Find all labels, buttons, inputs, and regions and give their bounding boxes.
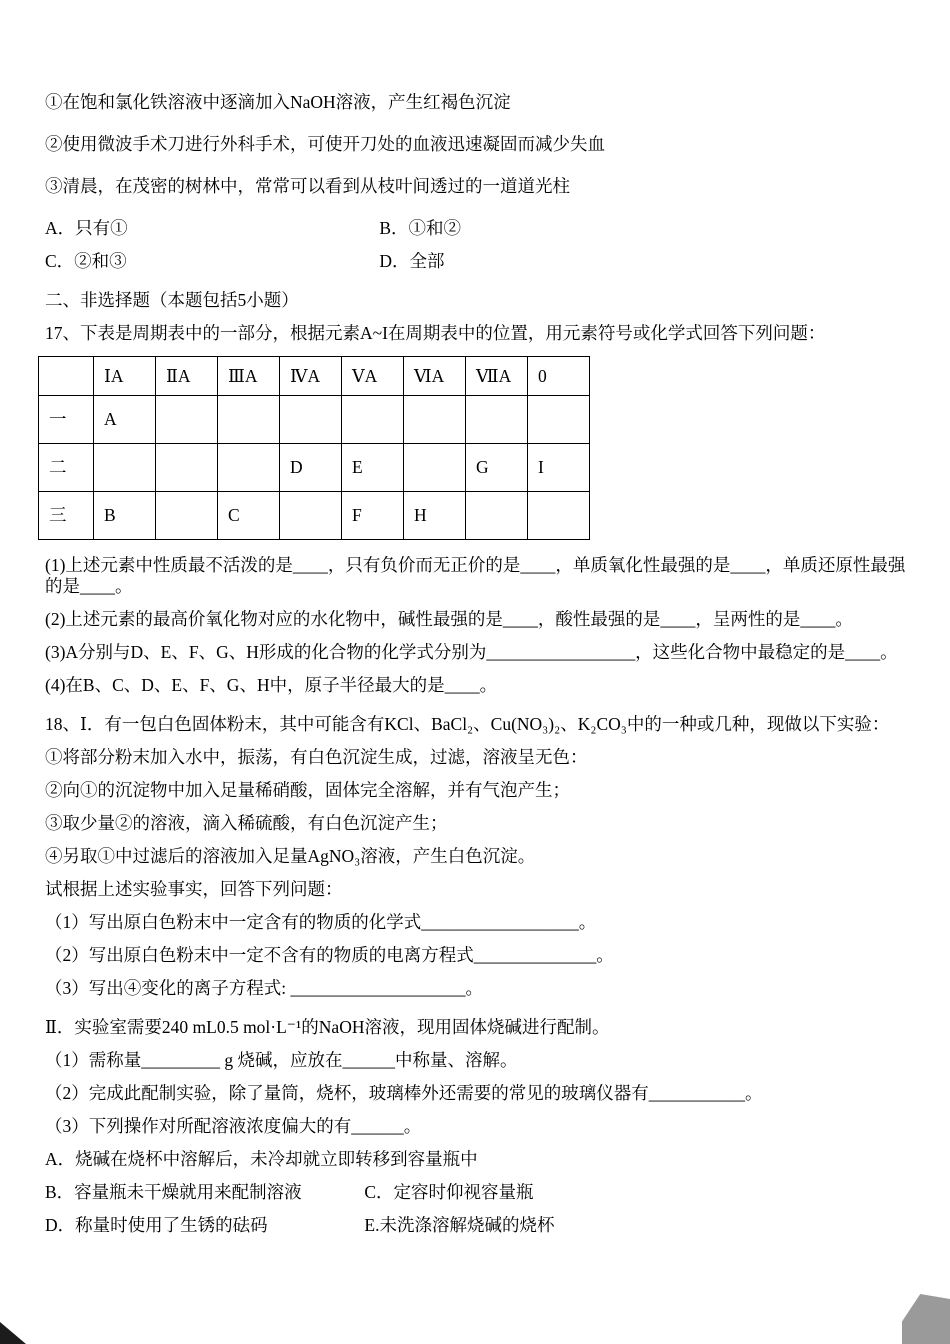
period-label-2: 二 bbox=[39, 444, 94, 492]
table-cell bbox=[528, 396, 590, 444]
q18-part2-intro: Ⅱ．实验室需要240 mL0.5 mol·L⁻¹的NaOH溶液，现用固体烧碱进行配制。 bbox=[45, 1017, 610, 1037]
table-corner-cell bbox=[39, 357, 94, 396]
q16-statement-1: ①在饱和氯化铁溶液中逐滴加入NaOH溶液，产生红褐色沉淀 bbox=[45, 92, 511, 112]
q16-option-b: B．①和② bbox=[379, 218, 462, 238]
group-header-via: ⅥA bbox=[404, 357, 466, 396]
table-row-period-3 bbox=[39, 492, 590, 540]
table-header-row bbox=[39, 357, 590, 396]
q18-part2-question-2: （2）完成此配制实验，除了量筒，烧杯，玻璃棒外还需要的常见的玻璃仪器有___________。 bbox=[45, 1083, 763, 1103]
table-cell: I bbox=[528, 444, 590, 492]
group-header-viia: ⅦA bbox=[466, 357, 528, 396]
table-cell: C bbox=[218, 492, 280, 540]
q16-statement-3: ③清晨，在茂密的树林中，常常可以看到从枝叶间透过的一道道光柱 bbox=[45, 176, 570, 196]
group-header-iva: ⅣA bbox=[280, 357, 342, 396]
q16-options-row-1 bbox=[45, 218, 908, 239]
table-cell: E bbox=[342, 444, 404, 492]
q18-step-1: ①将部分粉末加入水中，振荡，有白色沉淀生成，过滤，溶液呈无色： bbox=[45, 747, 588, 767]
table-cell: B bbox=[94, 492, 156, 540]
table-cell bbox=[156, 444, 218, 492]
q17-part-4: (4)在B、C、D、E、F、G、H中，原子半径最大的是____。 bbox=[45, 675, 498, 695]
q17-part-2: (2)上述元素的最高价氧化物对应的水化物中，碱性最强的是____，酸性最强的是____，呈两性的是____。 bbox=[45, 609, 853, 629]
table-cell bbox=[94, 444, 156, 492]
q17-part-1: (1)上述元素中性质最不活泼的是____，只有负价而无正价的是____，单质氧化性最强的是____，单质还原性最强的是____。 bbox=[45, 555, 906, 596]
group-header-0: 0 bbox=[528, 357, 590, 396]
table-cell bbox=[404, 444, 466, 492]
q17-intro: 17、下表是周期表中的一部分，根据元素A~I在周期表中的位置，用元素符号或化学式回答下列问题： bbox=[45, 323, 826, 343]
q17-part-3: (3)A分别与D、E、F、G、H形成的化合物的化学式分别为_________________，这些化合物中最稳定的是____。 bbox=[45, 642, 898, 662]
q16-option-d: D．全部 bbox=[379, 251, 445, 271]
group-header-iiia: ⅢA bbox=[218, 357, 280, 396]
table-cell bbox=[404, 396, 466, 444]
group-header-ia: ⅠA bbox=[94, 357, 156, 396]
q18-sub-question-2: （2）写出原白色粉末中一定不含有的物质的电离方程式______________。 bbox=[45, 945, 614, 965]
table-cell bbox=[342, 396, 404, 444]
q18-option-e: E.未洗涤溶解烧碱的烧杯 bbox=[364, 1215, 555, 1235]
table-row-period-1 bbox=[39, 396, 590, 444]
q18-part2-question-3: （3）下列操作对所配溶液浓度偏大的有______。 bbox=[45, 1116, 422, 1136]
table-cell bbox=[466, 396, 528, 444]
table-cell bbox=[528, 492, 590, 540]
q18-option-d: D．称量时使用了生锈的砝码 bbox=[45, 1215, 268, 1235]
table-cell bbox=[280, 396, 342, 444]
table-cell bbox=[156, 396, 218, 444]
table-cell: D bbox=[280, 444, 342, 492]
page-corner-artifact-left bbox=[0, 1322, 26, 1344]
table-cell bbox=[218, 444, 280, 492]
q18-step-3: ③取少量②的溶液，滴入稀硫酸，有白色沉淀产生； bbox=[45, 813, 448, 833]
table-row-period-2 bbox=[39, 444, 590, 492]
periodic-table-fragment bbox=[38, 356, 590, 540]
q18-option-b: B．容量瓶未干燥就用来配制溶液 bbox=[45, 1182, 302, 1202]
table-cell bbox=[280, 492, 342, 540]
table-cell: G bbox=[466, 444, 528, 492]
q18-step-2: ②向①的沉淀物中加入足量稀硝酸，固体完全溶解，并有气泡产生； bbox=[45, 780, 570, 800]
table-cell bbox=[466, 492, 528, 540]
q18-option-a: A．烧碱在烧杯中溶解后，未冷却就立即转移到容量瓶中 bbox=[45, 1149, 478, 1169]
q18-option-c: C．定容时仰视容量瓶 bbox=[364, 1182, 534, 1202]
q18-options-row-1 bbox=[45, 1182, 908, 1203]
q18-sub-question-1: （1）写出原白色粉末中一定含有的物质的化学式__________________。 bbox=[45, 912, 597, 932]
period-label-1: 一 bbox=[39, 396, 94, 444]
table-cell bbox=[218, 396, 280, 444]
q16-statement-2: ②使用微波手术刀进行外科手术，可使开刀处的血液迅速凝固而减少失血 bbox=[45, 134, 605, 154]
q18-step-4: ④另取①中过滤后的溶液加入足量AgNO₃溶液，产生白色沉淀。 bbox=[45, 846, 536, 866]
q18-sub-question-3: （3）写出④变化的离子方程式: ____________________。 bbox=[45, 978, 483, 998]
q18-part2-question-1: （1）需称量_________ g 烧碱，应放在______中称量、溶解。 bbox=[45, 1050, 518, 1070]
table-cell: A bbox=[94, 396, 156, 444]
period-label-3: 三 bbox=[39, 492, 94, 540]
table-cell: H bbox=[404, 492, 466, 540]
table-cell: F bbox=[342, 492, 404, 540]
q16-option-c: C．②和③ bbox=[45, 251, 127, 271]
q18-intro: 18、Ⅰ．有一包白色固体粉末，其中可能含有KCl、BaCl₂、Cu(NO₃)₂、K₂CO₃中的一种或几种，现做以下实验： bbox=[45, 714, 890, 734]
section-2-title: 二、非选择题（本题包括5小题） bbox=[45, 290, 299, 310]
group-header-va: ⅤA bbox=[342, 357, 404, 396]
q18-prompt: 试根据上述实验事实，回答下列问题： bbox=[45, 879, 343, 899]
page-corner-artifact-right bbox=[902, 1294, 950, 1344]
q18-options-row-2 bbox=[45, 1215, 908, 1236]
q16-option-a: A．只有① bbox=[45, 218, 128, 238]
table-cell bbox=[156, 492, 218, 540]
group-header-iia: ⅡA bbox=[156, 357, 218, 396]
q16-options-row-2 bbox=[45, 251, 908, 272]
